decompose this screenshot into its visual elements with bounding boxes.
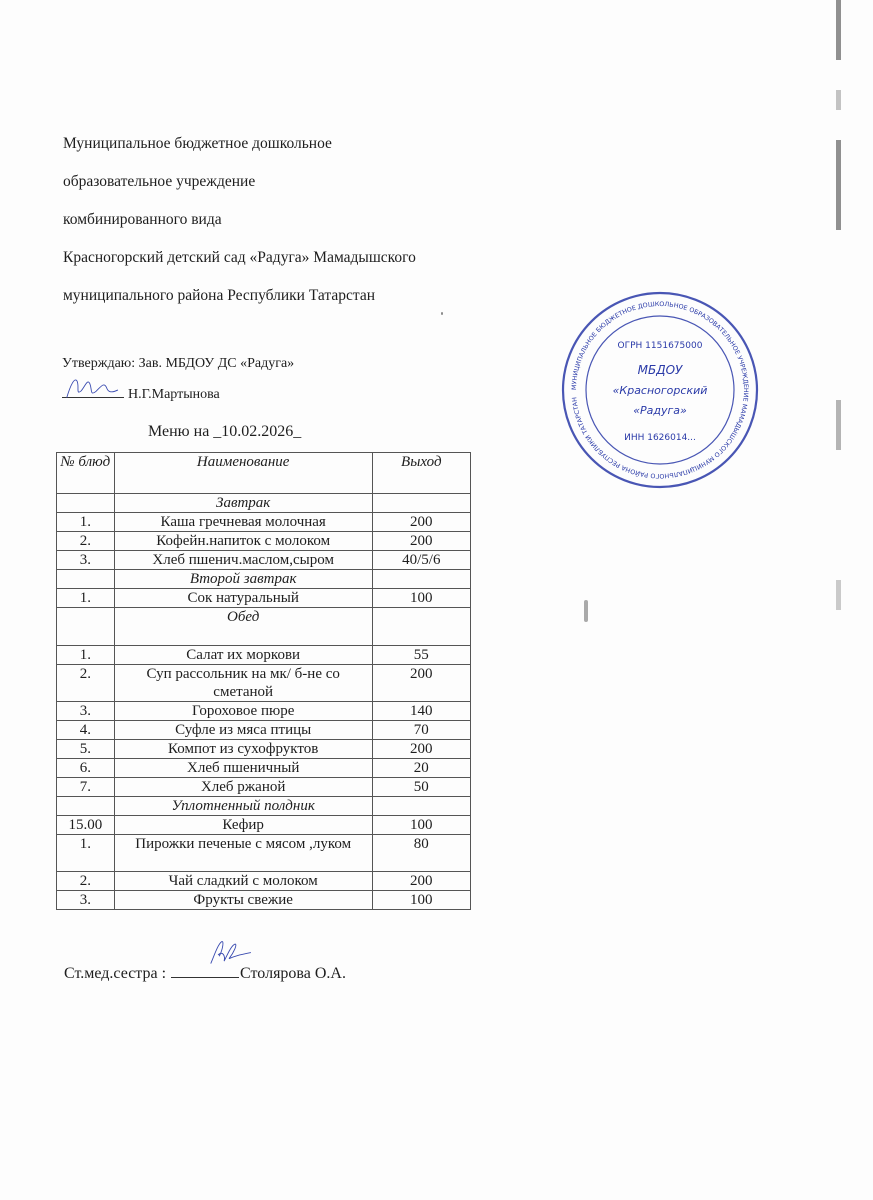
stamp-center-text: МБДОУ bbox=[637, 363, 683, 377]
dish-number: 1. bbox=[57, 589, 115, 608]
table-row bbox=[57, 532, 471, 551]
org-line: муниципального района Республики Татарстан bbox=[63, 287, 376, 304]
dish-name: Гороховое пюре bbox=[114, 702, 372, 721]
stamp-ogrn: ОГРН 1151675000 bbox=[617, 341, 703, 351]
dish-yield: 200 bbox=[372, 740, 470, 759]
table-row bbox=[57, 835, 471, 872]
table-row bbox=[57, 778, 471, 797]
section-title: Уплотненный полдник bbox=[114, 797, 372, 816]
dish-yield: 200 bbox=[372, 665, 470, 702]
section-title: Второй завтрак bbox=[114, 570, 372, 589]
dish-yield: 100 bbox=[372, 816, 470, 835]
footer-name: Столярова О.А. bbox=[240, 965, 346, 982]
dish-number: 2. bbox=[57, 872, 115, 891]
approver-signature bbox=[58, 372, 128, 404]
dish-name: Суфле из мяса птицы bbox=[114, 721, 372, 740]
dish-name: Хлеб ржаной bbox=[114, 778, 372, 797]
dish-name: Фрукты свежие bbox=[114, 891, 372, 910]
org-line: Красногорский детский сад «Радуга» Мамадышского bbox=[63, 249, 416, 266]
table-row bbox=[57, 665, 471, 702]
dish-number: 3. bbox=[57, 702, 115, 721]
menu-table bbox=[56, 452, 471, 910]
dish-number: 7. bbox=[57, 778, 115, 797]
dish-name: Кефир bbox=[114, 816, 372, 835]
table-header-row bbox=[57, 453, 471, 494]
dish-name: Кофейн.напиток с молоком bbox=[114, 532, 372, 551]
dish-number: 1. bbox=[57, 513, 115, 532]
section-row bbox=[57, 494, 471, 513]
table-row bbox=[57, 891, 471, 910]
dish-yield: 70 bbox=[372, 721, 470, 740]
dish-number: 1. bbox=[57, 835, 115, 872]
approval-signatory: Н.Г.Мартынова bbox=[128, 387, 220, 402]
section-row bbox=[57, 608, 471, 646]
stamp-center-text: «Красногорский bbox=[612, 384, 708, 397]
dish-name: Сок натуральный bbox=[114, 589, 372, 608]
dish-yield: 40/5/6 bbox=[372, 551, 470, 570]
dish-yield: 100 bbox=[372, 589, 470, 608]
official-stamp bbox=[560, 290, 760, 490]
scan-edge-artifact bbox=[836, 0, 842, 1200]
section-row bbox=[57, 570, 471, 589]
dish-number: 3. bbox=[57, 551, 115, 570]
dish-yield: 200 bbox=[372, 513, 470, 532]
dish-number: 15.00 bbox=[57, 816, 115, 835]
menu-title: Меню на _10.02.2026_ bbox=[148, 423, 302, 440]
dish-number: 6. bbox=[57, 759, 115, 778]
table-row bbox=[57, 551, 471, 570]
dish-number: 2. bbox=[57, 532, 115, 551]
dish-number: 1. bbox=[57, 646, 115, 665]
footer-role: Ст.мед.сестра : bbox=[64, 965, 167, 982]
section-title: Обед bbox=[114, 608, 372, 646]
footer-signature bbox=[64, 964, 346, 983]
org-line: образовательное учреждение bbox=[63, 173, 256, 190]
dish-yield: 200 bbox=[372, 532, 470, 551]
table-row bbox=[57, 589, 471, 608]
dish-yield: 50 bbox=[372, 778, 470, 797]
table-row bbox=[57, 740, 471, 759]
nurse-signature bbox=[198, 938, 260, 966]
section-yield-cell bbox=[372, 494, 470, 513]
dish-number: 5. bbox=[57, 740, 115, 759]
section-yield-cell bbox=[372, 797, 470, 816]
dish-number: 4. bbox=[57, 721, 115, 740]
dish-yield: 200 bbox=[372, 872, 470, 891]
header-number: № блюд bbox=[57, 453, 115, 494]
section-number-cell bbox=[57, 797, 115, 816]
dish-name: Каша гречневая молочная bbox=[114, 513, 372, 532]
dish-name: Хлеб пшеничный bbox=[114, 759, 372, 778]
table-row bbox=[57, 721, 471, 740]
dish-yield: 20 bbox=[372, 759, 470, 778]
table-row bbox=[57, 759, 471, 778]
stamp-inn: ИНН 1626014... bbox=[624, 433, 696, 443]
dish-name: Компот из сухофруктов bbox=[114, 740, 372, 759]
stamp-center-text: «Радуга» bbox=[633, 404, 687, 417]
table-row bbox=[57, 646, 471, 665]
org-line: комбинированного вида bbox=[63, 211, 222, 228]
header-name: Наименование bbox=[114, 453, 372, 494]
dish-yield: 55 bbox=[372, 646, 470, 665]
section-number-cell bbox=[57, 570, 115, 589]
dish-yield: 140 bbox=[372, 702, 470, 721]
approval-line: Утверждаю: Зав. МБДОУ ДС «Радуга» bbox=[62, 356, 295, 371]
dish-name: Салат их моркови bbox=[114, 646, 372, 665]
section-title: Завтрак bbox=[114, 494, 372, 513]
dish-name: Чай сладкий с молоком bbox=[114, 872, 372, 891]
dish-name: Хлеб пшенич.маслом,сыром bbox=[114, 551, 372, 570]
org-line: Муниципальное бюджетное дошкольное bbox=[63, 135, 332, 152]
table-row bbox=[57, 513, 471, 532]
stamp-outer-text: МУНИЦИПАЛЬНОЕ БЮДЖЕТНОЕ ДОШКОЛЬНОЕ ОБРАЗОВАТЕЛЬНОЕ УЧРЕЖДЕНИЕ МАМАДЫШСКОГО МУНИЦИПАЛЬНОГО РАЙОНА РЕСПУБЛИКИ ТАТАРСТАН bbox=[570, 300, 750, 480]
dish-name: Пирожки печеные с мясом ,луком bbox=[114, 835, 372, 872]
section-row bbox=[57, 797, 471, 816]
scan-speck bbox=[441, 312, 443, 315]
section-yield-cell bbox=[372, 570, 470, 589]
scan-speck bbox=[584, 600, 588, 622]
dish-name: Суп рассольник на мк/ б-не со сметаной bbox=[114, 665, 372, 702]
dish-yield: 80 bbox=[372, 835, 470, 872]
table-row bbox=[57, 872, 471, 891]
header-yield: Выход bbox=[372, 453, 470, 494]
section-number-cell bbox=[57, 494, 115, 513]
section-yield-cell bbox=[372, 608, 470, 646]
table-row bbox=[57, 702, 471, 721]
signature-line bbox=[171, 977, 239, 978]
dish-yield: 100 bbox=[372, 891, 470, 910]
table-row bbox=[57, 816, 471, 835]
dish-number: 3. bbox=[57, 891, 115, 910]
dish-number: 2. bbox=[57, 665, 115, 702]
section-number-cell bbox=[57, 608, 115, 646]
